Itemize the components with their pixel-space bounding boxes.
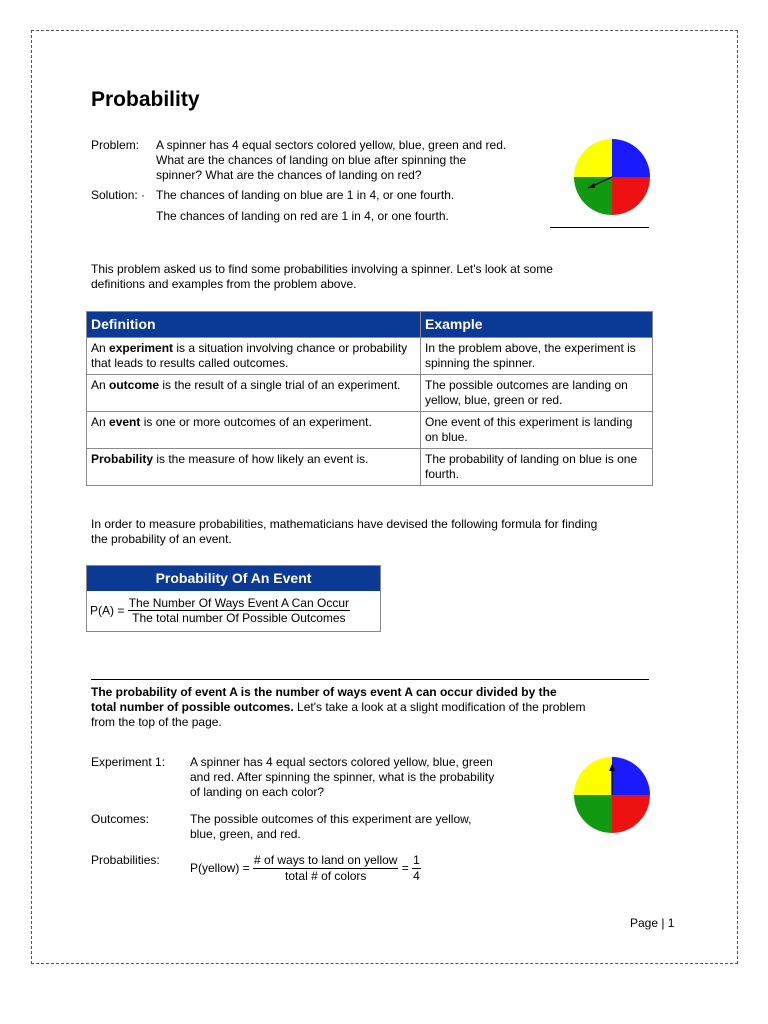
term: event (109, 415, 141, 429)
probability-expression (190, 853, 421, 884)
prob-fraction (253, 853, 398, 884)
example-cell: The possible outcomes are landing on yellow, blue, green or red. (421, 375, 653, 412)
formula-numerator: The Number Of Ways Event A Can Occur (128, 596, 349, 610)
formula-denominator: The total number Of Possible Outcomes (132, 611, 346, 625)
summary-rest: Let's take a look at a slight modification of the problem (293, 700, 586, 714)
spinner-sector-red (612, 177, 650, 215)
experiment-line: A spinner has 4 equal sectors colored yellow, blue, green (190, 755, 493, 769)
table-row (87, 412, 653, 449)
solution-label: Solution: · (91, 188, 146, 202)
term: Probability (91, 452, 154, 466)
intro-line: definitions and examples from the problem above. (91, 277, 357, 291)
definition-cell: Probability is the measure of how likely an event is. (87, 449, 421, 486)
page-number: Page | 1 (630, 916, 675, 930)
spinner-sector-green (574, 177, 612, 215)
table-header-row (87, 312, 653, 338)
table-row (87, 375, 653, 412)
spinner-image (572, 137, 652, 217)
outcomes-label: Outcomes: (91, 812, 150, 826)
probability-formula-box (86, 565, 381, 632)
prob-denominator: total # of colors (285, 869, 367, 883)
spinner-sector-yellow (574, 139, 612, 177)
table-row (87, 338, 653, 375)
formula-heading: Probability Of An Event (87, 566, 380, 591)
spinner-sector-blue (612, 757, 650, 795)
header-example: Example (421, 312, 653, 338)
example-cell: In the problem above, the experiment is spinning the spinner. (421, 338, 653, 375)
prob-numerator: # of ways to land on yellow (254, 853, 398, 867)
definitions-table (86, 311, 653, 486)
spinner-underline (550, 227, 649, 228)
solution-line-1: The chances of landing on blue are 1 in 4, or one fourth. (156, 188, 455, 202)
formula-intro-line: In order to measure probabilities, mathematicians have devised the following formula for finding (91, 517, 598, 531)
result-numerator: 1 (413, 853, 420, 867)
section-divider (91, 679, 649, 680)
experiment-label: Experiment 1: (91, 755, 166, 769)
formula-body (87, 591, 380, 630)
formula-fraction (128, 596, 350, 625)
experiment-line: and red. After spinning the spinner, what is the probability (190, 770, 495, 784)
probabilities-label: Probabilities: (91, 853, 160, 867)
intro-text (91, 262, 553, 292)
problem-label: Problem: (91, 138, 140, 152)
header-definition: Definition (87, 312, 421, 338)
outcomes-text (190, 812, 471, 842)
prob-lhs: P(yellow) = (190, 861, 250, 875)
problem-line: What are the chances of landing on blue after spinning the (156, 153, 467, 167)
outcomes-line: blue, green, and red. (190, 827, 301, 841)
spinner-image-2 (572, 755, 652, 835)
spinner-sector-green (574, 795, 612, 833)
problem-line: spinner? What are the chances of landing on red? (156, 168, 422, 182)
intro-line: This problem asked us to find some probabilities involving a spinner. Let's look at some (91, 262, 553, 276)
page-title: Probability (91, 88, 200, 111)
spinner-sector-blue (612, 139, 650, 177)
summary-text (91, 685, 585, 730)
result-denominator: 4 (413, 869, 420, 883)
result-fraction (412, 853, 421, 884)
formula-intro-line: the probability of an event. (91, 532, 232, 546)
problem-line: A spinner has 4 equal sectors colored yellow, blue, green and red. (156, 138, 507, 152)
example-cell: One event of this experiment is landing on blue. (421, 412, 653, 449)
definition-cell: An event is one or more outcomes of an experiment. (87, 412, 421, 449)
formula-lhs: P(A) = (90, 603, 125, 618)
prob-equals: = (401, 861, 409, 875)
formula-intro (91, 517, 597, 547)
definition-cell: An outcome is the result of a single trial of an experiment. (87, 375, 421, 412)
experiment-text (190, 755, 494, 800)
spinner-sector-yellow (574, 757, 612, 795)
summary-line-3: from the top of the page. (91, 715, 222, 729)
term: experiment (109, 341, 174, 355)
summary-bold-1: The probability of event A is the number of ways event A can occur divided by the (91, 685, 557, 699)
summary-bold-2: total number of possible outcomes. (91, 700, 294, 714)
problem-text (156, 138, 506, 183)
definition-cell: An experiment is a situation involving chance or probability that leads to results called outcomes. (87, 338, 421, 375)
term: outcome (109, 378, 160, 392)
example-cell: The probability of landing on blue is one fourth. (421, 449, 653, 486)
solution-line-2: The chances of landing on red are 1 in 4, or one fourth. (156, 209, 449, 223)
outcomes-line: The possible outcomes of this experiment are yellow, (190, 812, 472, 826)
spinner-sector-red (612, 795, 650, 833)
experiment-line: of landing on each color? (190, 785, 325, 799)
table-row (87, 449, 653, 486)
